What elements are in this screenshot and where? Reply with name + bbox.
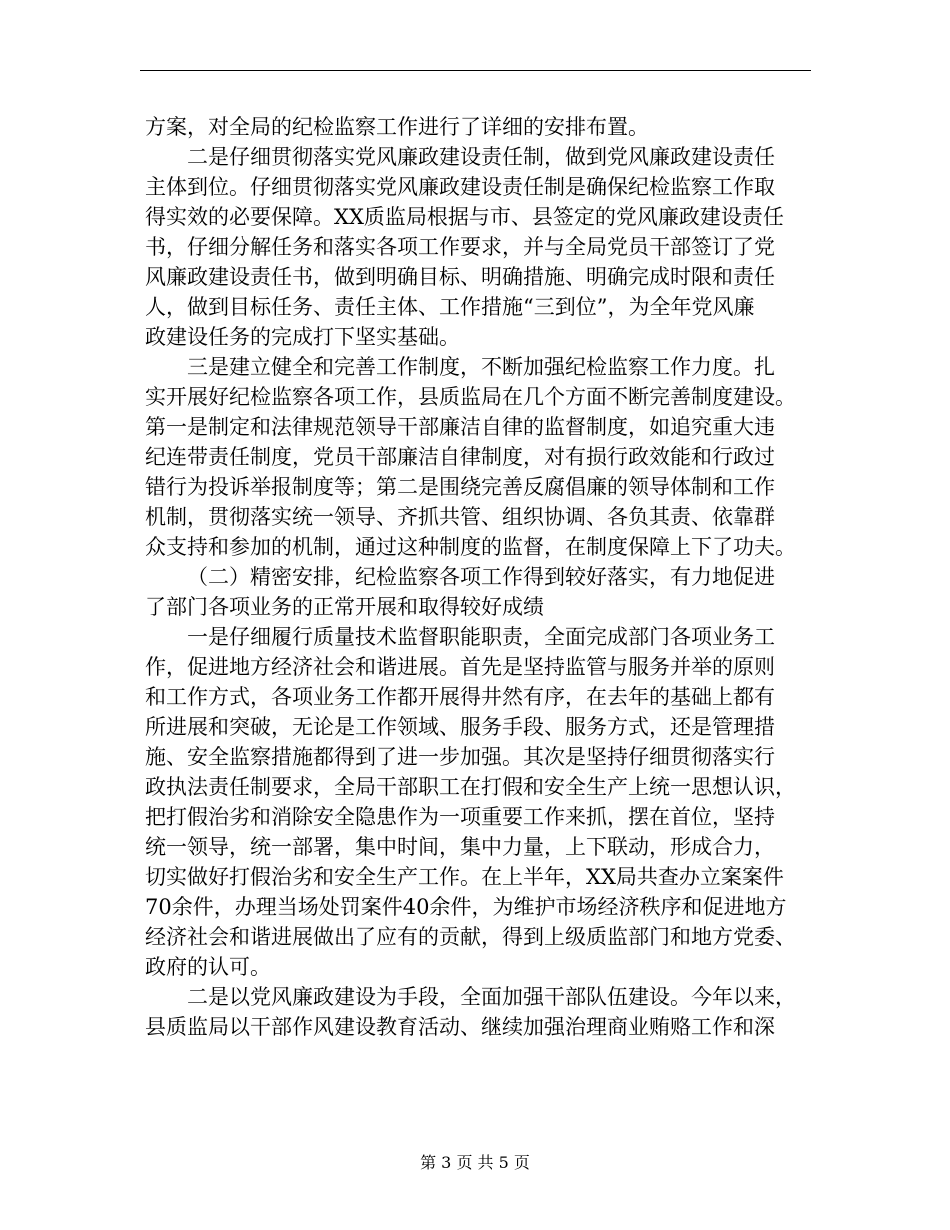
section-heading-line: （二）精密安排，纪检监察各项工作得到较好落实，有力地促进 — [187, 565, 775, 589]
paragraph-line: 实开展好纪检监察各项工作，县质监局在几个方面不断完善制度建设。 — [145, 385, 796, 409]
paragraph-line: 方案，对全局的纪检监察工作进行了详细的安排布置。 — [145, 115, 649, 139]
paragraph-line: 第一是制定和法律规范领导干部廉洁自律的监督制度，如追究重大违 — [145, 415, 775, 439]
header-rule — [140, 70, 811, 71]
page-footer: 第 3 页 共 5 页 — [420, 1153, 530, 1172]
paragraph-line: 主体到位。仔细贯彻落实党风廉政建设责任制是确保纪检监察工作取 — [145, 175, 775, 199]
paragraph-line: 机制，贯彻落实统一领导、齐抓共管、组织协调、各负其责、依靠群 — [145, 505, 775, 529]
paragraph-line: 二是仔细贯彻落实党风廉政建设责任制，做到党风廉政建设责任 — [187, 145, 775, 169]
paragraph-line: 政执法责任制要求，全局干部职工在打假和安全生产上统一思想认识， — [145, 775, 796, 799]
paragraph-line: 错行为投诉举报制度等；第二是围绕完善反腐倡廉的领导体制和工作 — [145, 475, 775, 499]
section-heading-line: 了部门各项业务的正常开展和取得较好成绩 — [145, 595, 544, 619]
paragraph-line: 统一领导，统一部署，集中时间，集中力量，上下联动，形成合力， — [145, 835, 775, 859]
paragraph-line: 得实效的必要保障。XX质监局根据与市、县签定的党风廉政建设责任 — [145, 205, 784, 229]
paragraph-line: 作，促进地方经济社会和谐进展。首先是坚持监管与服务并举的原则 — [145, 655, 775, 679]
paragraph-line: 施、安全监察措施都得到了进一步加强。其次是坚持仔细贯彻落实行 — [145, 745, 775, 769]
paragraph-line: 把打假治劣和消除安全隐患作为一项重要工作来抓，摆在首位，坚持 — [145, 805, 775, 829]
paragraph-line: 人，做到目标任务、责任主体、工作措施“三到位”，为全年党风廉 — [145, 295, 755, 319]
paragraph-line: 三是建立健全和完善工作制度，不断加强纪检监察工作力度。扎 — [187, 355, 775, 379]
paragraph-line: 政府的认可。 — [145, 955, 271, 979]
paragraph-line: 和工作方式，各项业务工作都开展得井然有序，在去年的基础上都有 — [145, 685, 775, 709]
paragraph-line: 县质监局以干部作风建设教育活动、继续加强治理商业贿赂工作和深 — [145, 1015, 775, 1039]
paragraph-line: 切实做好打假治劣和安全生产工作。在上半年，XX局共查办立案案件 — [145, 865, 784, 889]
paragraph-line: 70余件，办理当场处罚案件40余件，为维护市场经济秩序和促进地方 — [145, 895, 787, 919]
paragraph-line: 政建设任务的完成打下坚实基础。 — [145, 325, 460, 349]
paragraph-line: 二是以党风廉政建设为手段，全面加强干部队伍建设。今年以来， — [187, 985, 796, 1009]
paragraph-line: 纪连带责任制度，党员干部廉洁自律制度，对有损行政效能和行政过 — [145, 445, 775, 469]
paragraph-line: 一是仔细履行质量技术监督职能职责，全面完成部门各项业务工 — [187, 625, 775, 649]
paragraph-line: 所进展和突破，无论是工作领域、服务手段、服务方式，还是管理措 — [145, 715, 775, 739]
paragraph-line: 众支持和参加的机制，通过这种制度的监督，在制度保障上下了功夫。 — [145, 535, 796, 559]
paragraph-line: 风廉政建设责任书，做到明确目标、明确措施、明确完成时限和责任 — [145, 265, 775, 289]
paragraph-line: 书，仔细分解任务和落实各项工作要求，并与全局党员干部签订了党 — [145, 235, 775, 259]
paragraph-line: 经济社会和谐进展做出了应有的贡献，得到上级质监部门和地方党委、 — [145, 925, 796, 949]
